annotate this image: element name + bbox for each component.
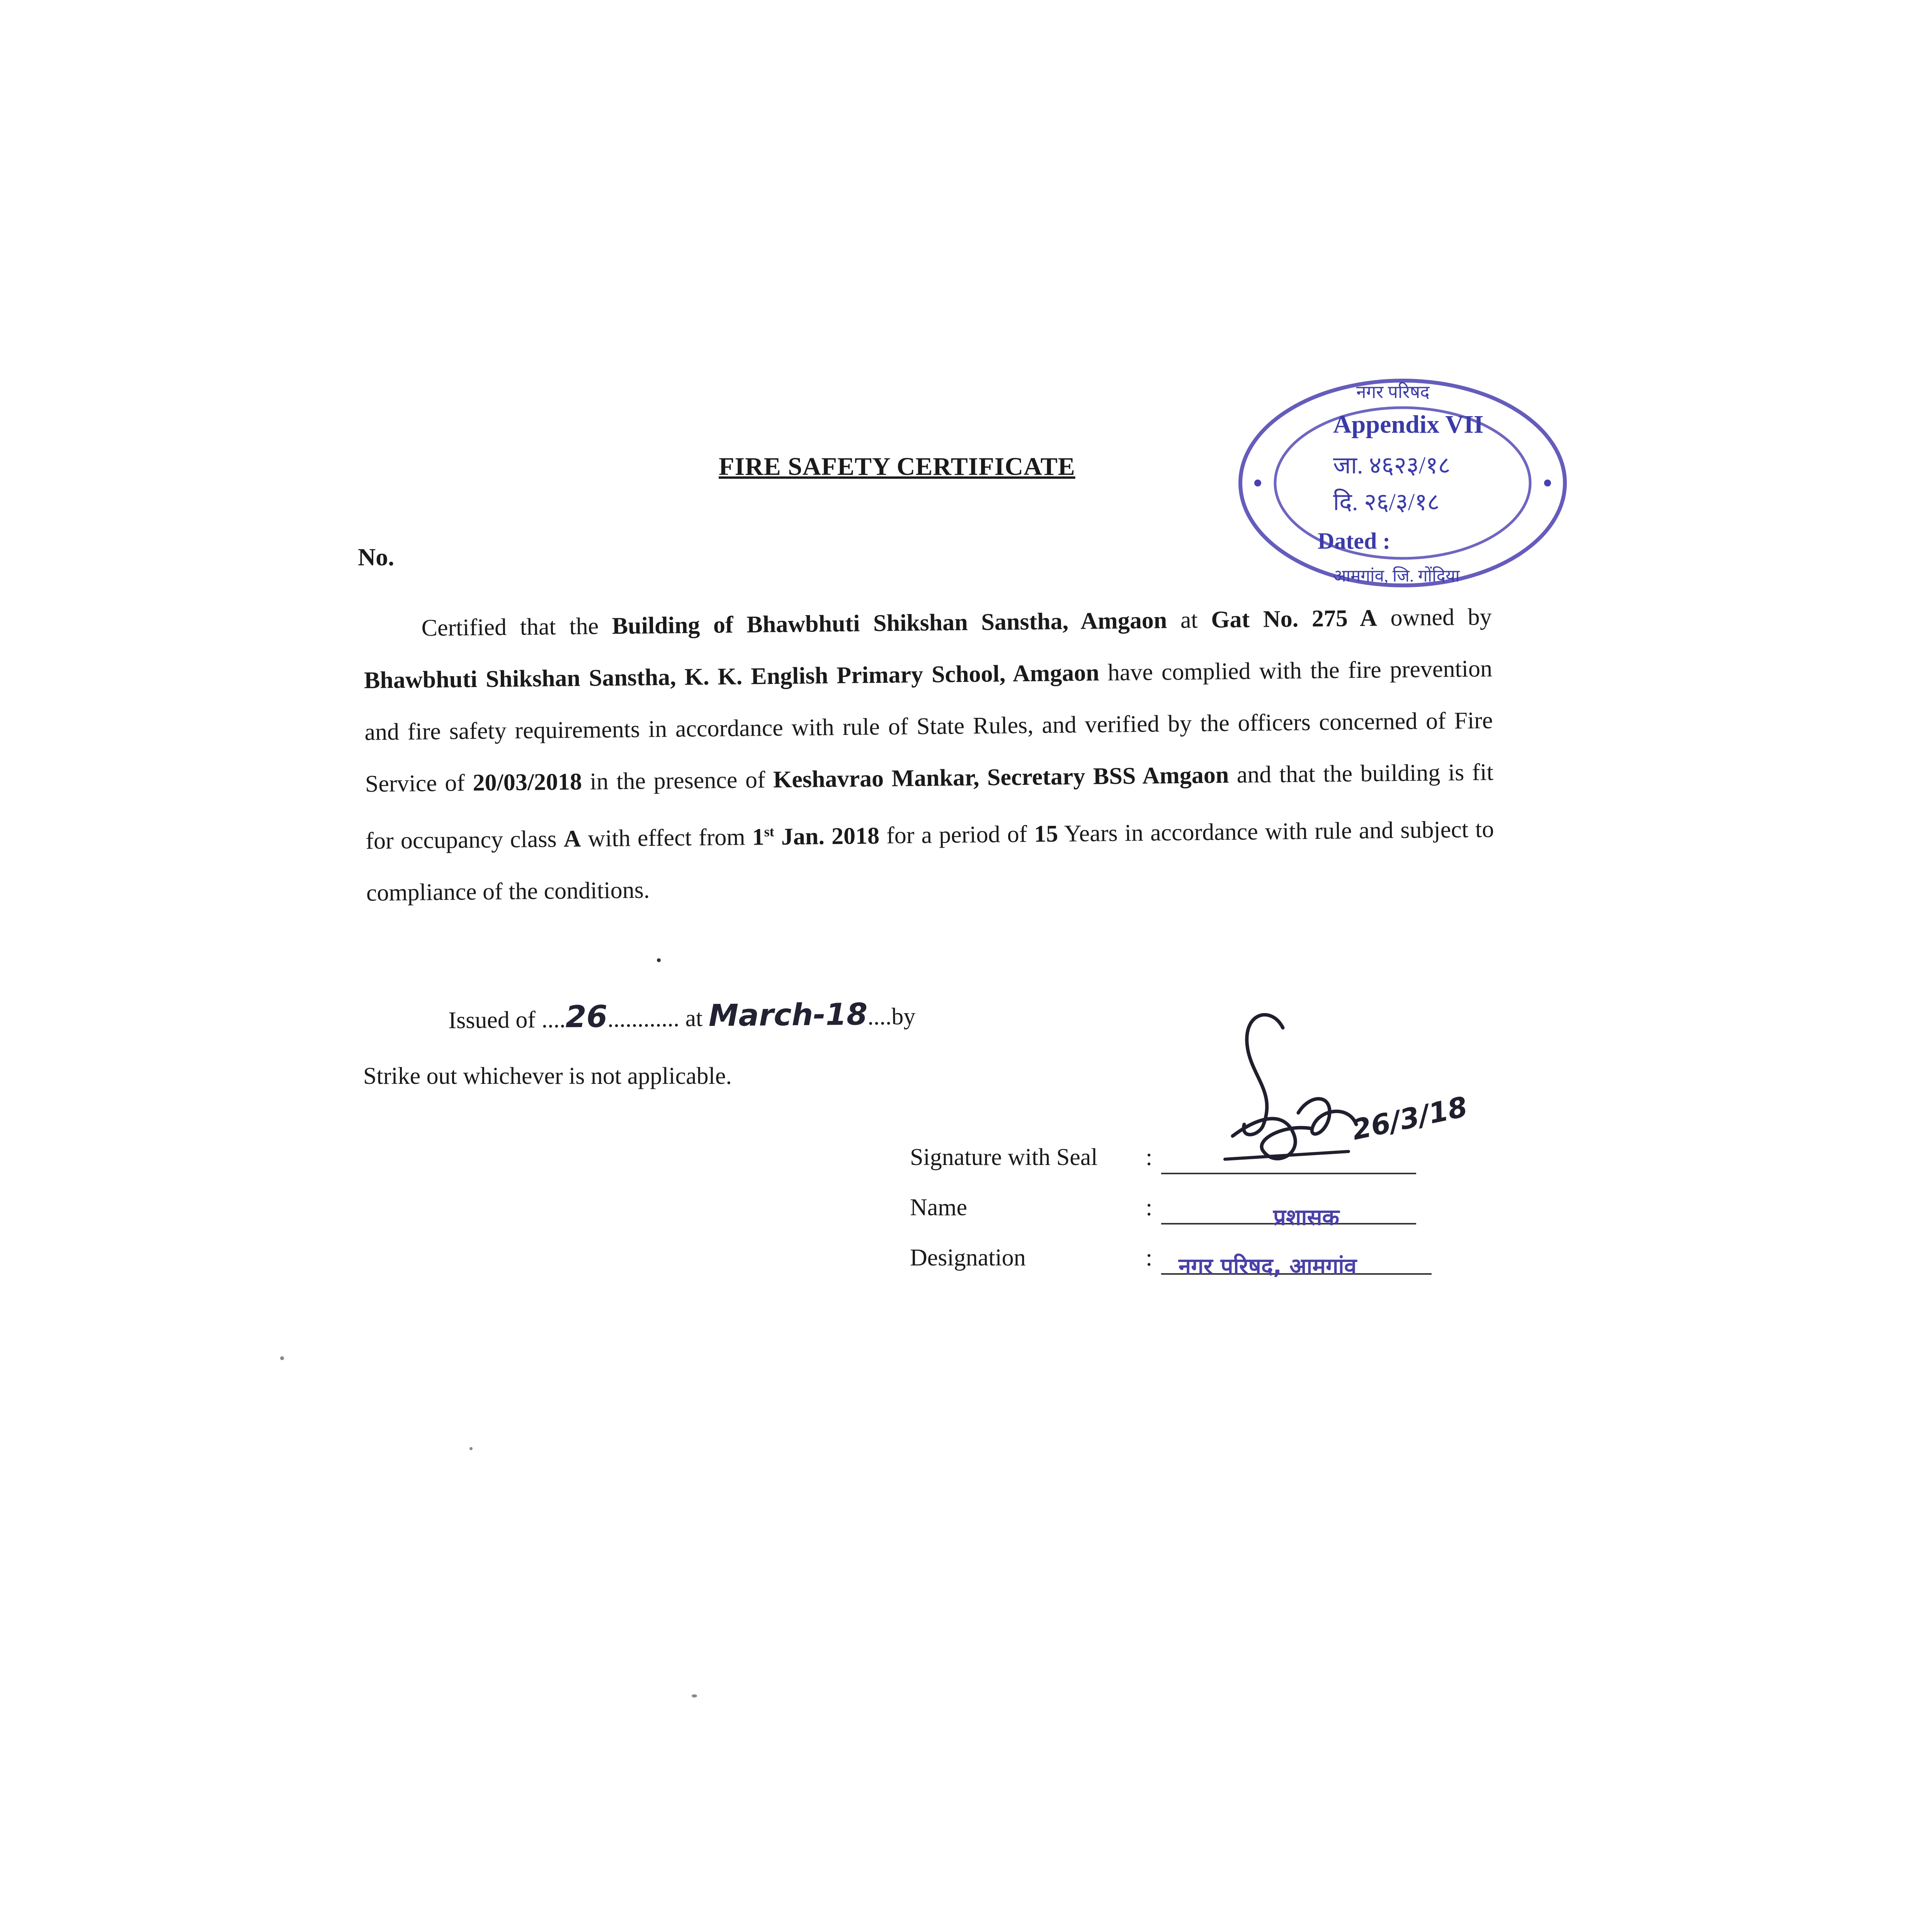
scan-speck <box>280 1356 284 1360</box>
signature-label: Signature with Seal <box>910 1144 1098 1170</box>
stamp-appendix: Appendix VII <box>1333 410 1484 439</box>
name-colon: : <box>1146 1194 1153 1221</box>
body-text: Certified that the <box>421 613 612 641</box>
body-text: Years in accordance with rule and subject to compliance of the conditions. <box>366 816 1494 906</box>
body-text: owned by <box>1377 604 1492 631</box>
body-text: and that the building is fit for occupancy class <box>366 759 1494 854</box>
effective-date <box>752 823 879 850</box>
stamp-ring-top: नगर परिषद <box>1356 382 1430 402</box>
handwritten-signature <box>1217 997 1471 1198</box>
presence-person: Keshavrao Mankar, Secretary BSS Amgaon <box>773 762 1229 793</box>
certificate-body <box>363 591 1495 918</box>
stamp-date-line: दि. २६/३/१८ <box>1333 489 1440 515</box>
designation-colon: : <box>1146 1245 1153 1271</box>
stamp-dated-label: Dated : <box>1318 528 1391 554</box>
body-text: in the presence of <box>582 766 774 795</box>
validity-period: 15 <box>1034 820 1058 847</box>
body-text: at <box>1167 607 1211 634</box>
issued-prefix: Issued of .... <box>448 1006 566 1034</box>
issued-filler: ............ at <box>607 1005 709 1032</box>
effective-day-suffix: st <box>764 823 774 840</box>
owner-name: Bhawbhuti Shikshan Sanstha, K. K. English Primary School, Amgaon <box>364 660 1100 694</box>
issued-line <box>448 997 916 1036</box>
scan-speck <box>469 1447 473 1450</box>
scan-speck <box>657 958 661 962</box>
issued-suffix: ....by <box>867 1003 916 1030</box>
certificate-number-label: No. <box>358 543 395 571</box>
issued-month-handwritten: March-18 <box>708 997 868 1034</box>
effective-month-year: Jan. 2018 <box>774 822 880 850</box>
building-name: Building of Bhawbhuti Shikshan Sanstha, Amgaon <box>612 607 1167 639</box>
designation-stamp-value: नगर परिषद, आमगांव <box>1179 1253 1357 1279</box>
stamp-number-line: जा. ४६२३/१८ <box>1333 452 1451 479</box>
scan-speck <box>692 1694 697 1697</box>
inspection-date: 20/03/2018 <box>473 769 582 796</box>
gat-number: Gat No. 275 A <box>1211 605 1378 633</box>
signature-date-handwritten: 26/3/18 <box>1349 1090 1471 1146</box>
body-text: have complied with the fire prevention and fire safety requirements in accordance with rule of State Rules, and verified by the officers concerned of Fire Service of <box>364 655 1493 797</box>
strike-out-note: Strike out whichever is not applicable. <box>363 1063 732 1089</box>
body-text: for a period of <box>879 821 1034 849</box>
issued-day-handwritten: 26 <box>565 999 608 1035</box>
designation-label: Designation <box>910 1245 1026 1271</box>
body-text: with effect from <box>581 824 753 852</box>
name-stamp-value: प्रशासक <box>1273 1204 1340 1230</box>
effective-day: 1 <box>752 823 765 850</box>
occupancy-class: A <box>563 825 581 852</box>
signature-colon: : <box>1146 1144 1153 1170</box>
document-title: FIRE SAFETY CERTIFICATE <box>719 452 1075 481</box>
office-seal-stamp <box>1229 371 1577 595</box>
stamp-ring-bottom: आमगांव, जि. गोंदिया <box>1333 566 1460 585</box>
name-label: Name <box>910 1194 968 1221</box>
